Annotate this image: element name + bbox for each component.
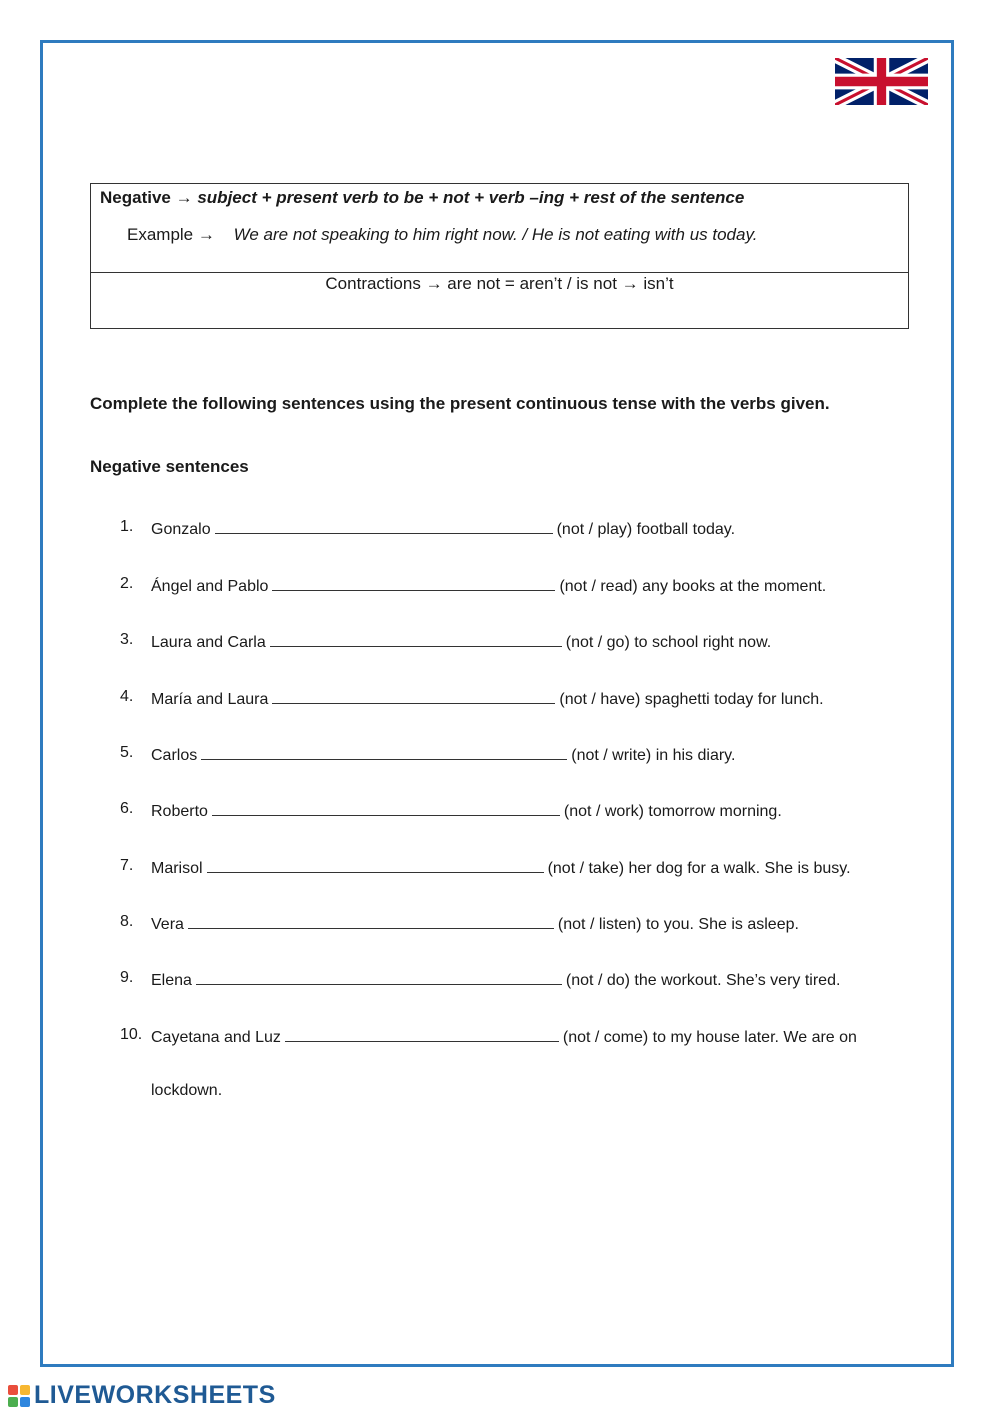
answer-blank[interactable] [215, 518, 553, 534]
example-label: Example [127, 225, 194, 244]
item-subject: Laura and Carla [151, 634, 266, 651]
item-subject: Roberto [151, 803, 208, 820]
item-number: 5. [120, 744, 134, 761]
item-subject: Ángel and Pablo [151, 578, 269, 595]
item-verb-hint: (not / write) in his diary. [571, 747, 736, 764]
list-item [151, 688, 824, 709]
list-item [151, 631, 771, 652]
uk-flag-icon [835, 58, 928, 105]
list-item [151, 1026, 857, 1047]
item-verb-hint: (not / have) spaghetti today for lunch. [559, 691, 824, 708]
answer-blank[interactable] [272, 575, 555, 591]
item-number: 7. [120, 857, 134, 874]
list-item [151, 575, 826, 596]
list-item [151, 969, 840, 990]
item-number: 10. [120, 1026, 143, 1043]
answer-blank[interactable] [285, 1026, 559, 1042]
item-subject: Gonzalo [151, 521, 211, 538]
item-number: 2. [120, 575, 134, 592]
item-number: 1. [120, 518, 134, 535]
item-verb-hint: (not / do) the workout. She’s very tired. [565, 972, 841, 989]
item-subject: Elena [151, 972, 192, 989]
list-item [151, 518, 735, 539]
liveworksheets-logo-icon [8, 1385, 30, 1407]
arrow-icon: → [175, 188, 193, 207]
item-number: 3. [120, 631, 134, 648]
item-number: 9. [120, 969, 134, 986]
answer-blank[interactable] [196, 969, 562, 985]
section-title: Negative sentences [90, 457, 249, 476]
instructions: Complete the following sentences using the present continuous tense with the verbs given. [90, 394, 830, 413]
answer-blank[interactable] [188, 913, 554, 929]
footer-brand-text: LIVEWORKSHEETS [34, 1381, 276, 1409]
negative-formula: subject + present verb to be + not + verb –ing + rest of the sentence [197, 188, 745, 207]
list-item [151, 800, 782, 821]
item-verb-hint: (not / play) football today. [556, 521, 736, 538]
item-verb-hint: (not / take) her dog for a walk. She is busy. [547, 860, 851, 877]
item-subject: Marisol [151, 860, 203, 877]
item-subject: Vera [151, 916, 184, 933]
list-item [151, 857, 851, 878]
item-number: 4. [120, 688, 134, 705]
item-continuation: lockdown. [151, 1082, 223, 1099]
item-verb-hint: (not / read) any books at the moment. [559, 578, 827, 595]
item-subject: Cayetana and Luz [151, 1029, 281, 1046]
item-subject: Carlos [151, 747, 198, 764]
item-subject: María and Laura [151, 691, 269, 708]
grammar-rule-box [90, 183, 909, 329]
item-verb-hint: (not / come) to my house later. We are on [562, 1029, 857, 1046]
answer-blank[interactable] [212, 800, 560, 816]
item-verb-hint: (not / go) to school right now. [565, 634, 772, 651]
answer-blank[interactable] [270, 631, 562, 647]
rule-top-section [91, 184, 908, 273]
list-item [151, 913, 799, 934]
example-line [127, 225, 757, 245]
answer-blank[interactable] [207, 857, 544, 873]
item-verb-hint: (not / listen) to you. She is asleep. [557, 916, 799, 933]
answer-blank[interactable] [272, 688, 555, 704]
example-text: We are not speaking to him right now. / He is not eating with us today. [233, 225, 758, 244]
list-item [151, 744, 735, 765]
answer-blank[interactable] [201, 744, 567, 760]
negative-formula-line [100, 188, 744, 208]
item-number: 6. [120, 800, 134, 817]
item-number: 8. [120, 913, 134, 930]
item-verb-hint: (not / work) tomorrow morning. [563, 803, 782, 820]
negative-label: Negative [100, 188, 171, 207]
contractions-line: Contractions → are not = aren’t / is not → isn’t [325, 274, 674, 293]
arrow-icon: → [197, 225, 215, 244]
